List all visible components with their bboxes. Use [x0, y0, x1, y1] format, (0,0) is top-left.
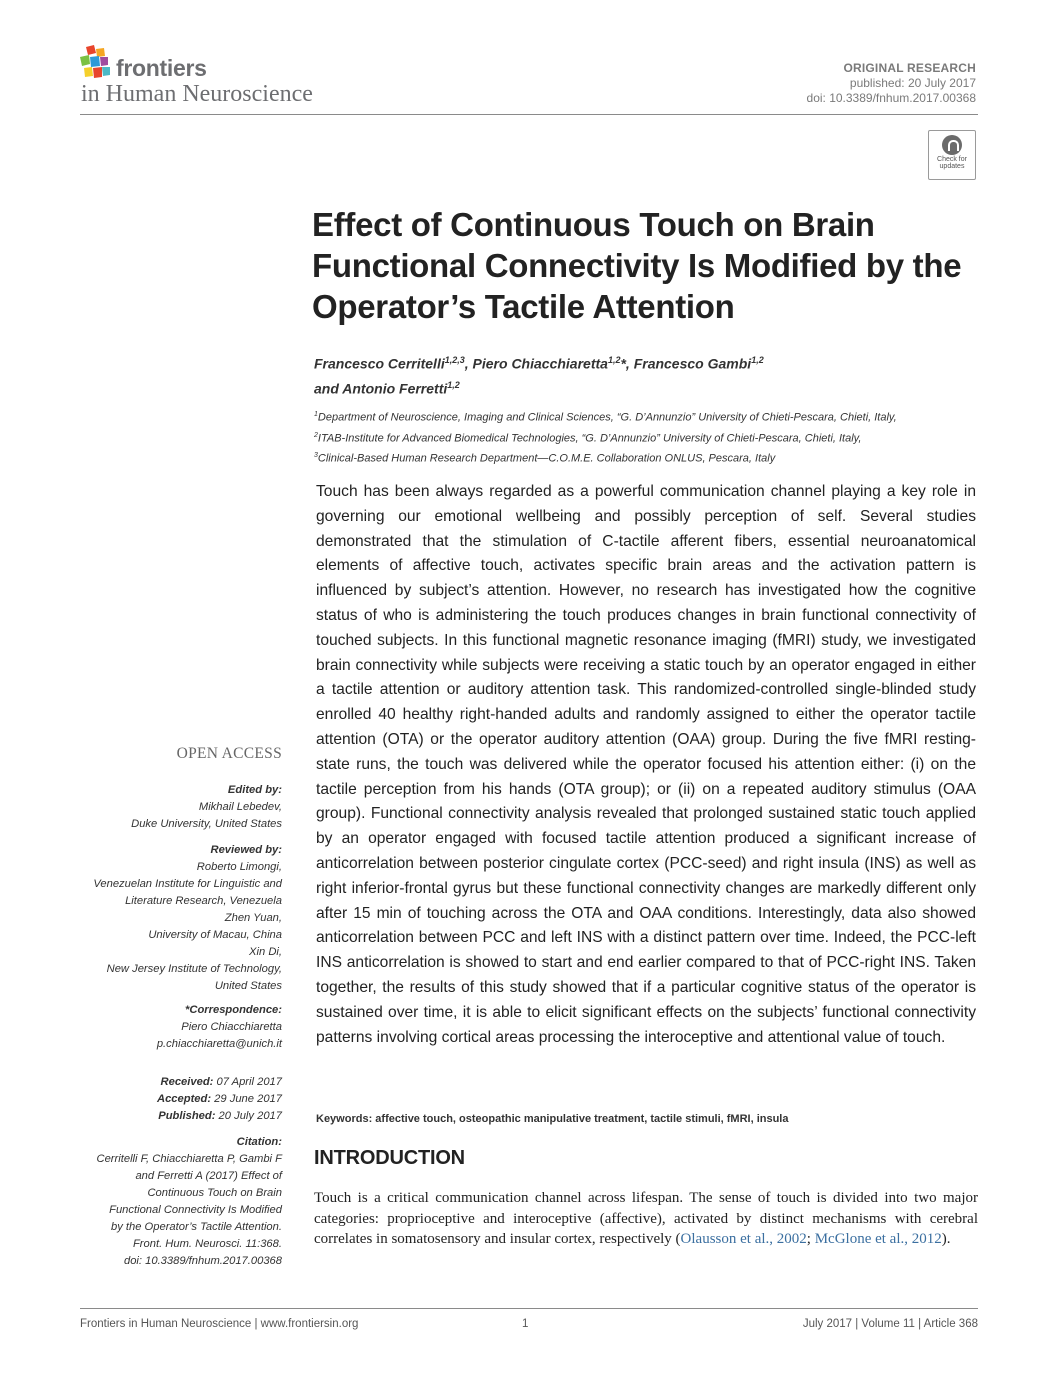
reviewer-line: Literature Research, Venezuela [125, 895, 282, 907]
author-affil-sup: 1,2,3 [444, 355, 465, 365]
affiliation-text: Department of Neuroscience, Imaging and Clinical Sciences, “G. D’Annunzio” University of Chieti-Pescara, Chieti, Italy, [317, 411, 897, 424]
author-name[interactable]: Francesco Gambi [633, 355, 752, 372]
date-value: 29 June 2017 [211, 1093, 282, 1105]
edited-by [74, 782, 282, 833]
affiliation-item [314, 427, 994, 448]
author-affil-sup: 1,2 [447, 379, 460, 390]
author-name[interactable]: Francesco Cerritelli [314, 355, 445, 372]
abstract: Touch has been always regarded as a powerful communication channel playing a key role in governing our emotional wellbeing and possibly perception of self. Several studies demonstrated that the stimulation of C-tactile afferent fibers, essential neuroanatomical elements of affective touch, activates specific brain areas and the activation pattern is influenced by subject’s attention. However, no research has investigated how the cognitive status of who is administering the touch produces changes in brain functional connectivity of touched subjects. In this functional magnetic resonance imaging (fMRI) study, we investigated brain connectivity while subjects were receiving a static touch by an operator engaged in either a tactile attention or auditory attention task. This randomized-controlled single-blinded study enrolled 40 healthy right-handed adults and randomly assigned to either the operator tactile attention (OTA) or the operator auditory attention (OAA) group. During the five fMRI resting-state runs, the touch was delivered while the operator focused his attention either: (i) on the tactile perception from his hands (OTA group); or (ii) on a repeated auditory stimulus (OAA group). Functional connectivity analysis revealed that prolonged sustained static touch applied by an operator engaged with focused tactile attention produced a significant increase of anticorrelation between posterior cingulate cortex (PCC-seed) and right insula (INS) as well as right inferior-frontal gyrus but these functional connectivity changes are markedly different only after 15 min of touching across the OTA and OAA conditions. Interestingly, data also showed anticorrelation between PCC and left INS with a distinct pattern over time. Indeed, the PCC-left INS anticorrelation is showed to start and end earlier compared to that of PCC-right INS. Taken together, the results of this study showed that if a particular cognitive status of the operator is sustained over time, it is able to elicit significant effects on the subjects’ functional connectivity patterns involving cortical areas processing the interoceptive and attentional value of touch. [316, 483, 976, 1046]
author-affil-sup: 1,2 [607, 355, 621, 365]
author-list [314, 350, 954, 399]
affiliation-sup: 1 [314, 411, 318, 418]
author-affil-sup: 1,2 [751, 355, 764, 365]
correspondence [74, 1002, 282, 1053]
footer-divider [80, 1308, 978, 1309]
date-label: Published: [158, 1110, 216, 1122]
journal-name: in Human Neuroscience [81, 81, 313, 107]
article-title: Effect of Continuous Touch on Brain Functional Connectivity Is Modified by the Operator’s Tactile Attention [312, 206, 962, 325]
correspondence-label: *Correspondence: [185, 1004, 282, 1016]
affiliations [314, 406, 994, 468]
article-meta [807, 61, 976, 106]
article-dates [74, 1074, 282, 1125]
citation-line: Cerritelli F, Chiacchiaretta P, Gambi F [96, 1153, 282, 1165]
edited-by-label: Edited by: [227, 784, 282, 796]
date-received [74, 1074, 282, 1091]
article-type: ORIGINAL RESEARCH [843, 61, 976, 75]
affiliation-sup: 2 [314, 431, 318, 439]
citation-block [74, 1134, 282, 1270]
frontiers-logo-icon [80, 45, 114, 81]
citation-separator: ; [806, 1231, 815, 1248]
footer-journal[interactable]: Frontiers in Human Neuroscience | www.frontiersin.org [80, 1318, 359, 1330]
date-value: 20 July 2017 [215, 1110, 282, 1122]
affiliation-text: Clinical-Based Human Research Department—C.O.M.E. Collaboration ONLUS, Pescara, Italy [317, 452, 776, 465]
correspondence-name: Piero Chiacchiaretta [181, 1021, 282, 1033]
author-name[interactable]: Piero Chiacchiaretta [472, 355, 608, 372]
citation-line: and Ferretti A (2017) Effect of [135, 1170, 282, 1182]
reviewer-line: Zhen Yuan, [224, 912, 282, 924]
introduction-paragraph [314, 1188, 978, 1250]
date-accepted [74, 1091, 282, 1108]
header-divider [80, 114, 978, 115]
publish-date: published: 20 July 2017 [849, 76, 976, 90]
citation-link[interactable]: McGlone et al., 2012 [814, 1231, 942, 1248]
affiliation-item [314, 447, 994, 468]
check-for-updates-badge[interactable] [928, 130, 976, 180]
reviewer-line: Roberto Limongi, [196, 861, 282, 873]
logo-wordmark: frontiers [116, 55, 207, 81]
affiliation-text: ITAB-Institute for Advanced Biomedical Technologies, “G. D’Annunzio” University of Chieti-Pescara, Chieti, Italy, [317, 432, 862, 445]
citation-line: Front. Hum. Neurosci. 11:368. [132, 1238, 282, 1250]
author-separator: , [625, 355, 634, 372]
editor-line: Duke University, United States [131, 818, 282, 830]
page-number: 1 [522, 1318, 529, 1330]
journal-logo [80, 45, 390, 110]
check-for-updates-line1: Check for [937, 156, 967, 163]
reviewed-by-label: Reviewed by: [210, 844, 282, 856]
reviewed-by [74, 842, 282, 995]
citation-line: Continuous Touch on Brain [147, 1187, 282, 1199]
author-name[interactable]: and Antonio Ferretti [314, 380, 448, 397]
section-heading-introduction: INTRODUCTION [314, 1147, 465, 1169]
date-label: Accepted: [156, 1093, 212, 1105]
reviewer-line: United States [214, 980, 282, 992]
citation-label: Citation: [236, 1136, 282, 1148]
editor-line: Mikhail Lebedev, [198, 801, 282, 813]
corresponding-mark: * [620, 355, 626, 372]
check-for-updates-line2: updates [939, 163, 965, 170]
reviewer-line: University of Macau, China [148, 929, 282, 941]
open-access-label: OPEN ACCESS [176, 745, 282, 762]
doi[interactable]: doi: 10.3389/fnhum.2017.00368 [806, 91, 976, 105]
citation-line: Functional Connectivity Is Modified [109, 1204, 282, 1216]
introduction-text: Touch is a critical communication channel across lifespan. The sense of touch is divided into two major categories: proprioceptive and interoceptive (affective), activated by distinct mechanisms with cerebral correlates in somatosensory and insular cortex, respectively ( [314, 1190, 978, 1248]
date-published [74, 1108, 282, 1125]
author-separator: , [464, 355, 473, 372]
footer-issue: July 2017 | Volume 11 | Article 368 [802, 1318, 978, 1330]
affiliation-sup: 3 [314, 452, 318, 460]
citation-line: by the Operator’s Tactile Attention. [110, 1221, 282, 1233]
reviewer-line: Xin Di, [249, 946, 282, 958]
keywords: Keywords: affective touch, osteopathic manipulative treatment, tactile stimuli, fMRI, insula [316, 1113, 789, 1125]
bookmark-icon [942, 135, 962, 155]
citation-line: doi: 10.3389/fnhum.2017.00368 [123, 1255, 282, 1267]
introduction-end: ). [941, 1231, 951, 1248]
date-label: Received: [160, 1076, 214, 1088]
affiliation-item [314, 406, 994, 427]
citation-link[interactable]: Olausson et al., 2002 [680, 1231, 807, 1248]
correspondence-email[interactable]: p.chiacchiaretta@unich.it [156, 1038, 282, 1050]
date-value: 07 April 2017 [213, 1076, 282, 1088]
reviewer-line: Venezuelan Institute for Linguistic and [93, 878, 282, 890]
reviewer-line: New Jersey Institute of Technology, [106, 963, 282, 975]
